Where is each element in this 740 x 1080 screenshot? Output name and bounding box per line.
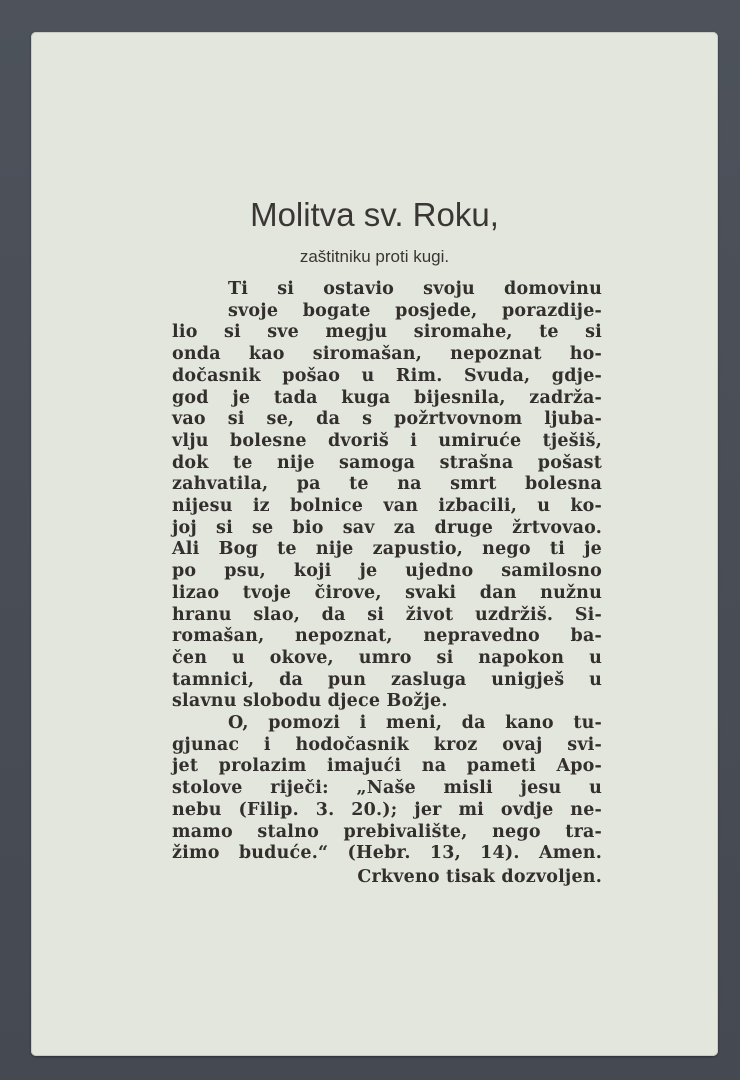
- prayer-line: zahvatila, pa te na smrt bolesna: [172, 474, 602, 495]
- prayer-line: joj si se bio sav za druge žrtvovao.: [172, 517, 602, 538]
- prayer-line: žimo buduće.“ (Hebr. 13, 14). Amen.: [172, 843, 602, 864]
- prayer-line: vlju bolesne dvoriš i umiruće tješiš,: [172, 430, 602, 451]
- prayer-line: romašan, nepoznat, nepravedno ba-: [172, 626, 602, 647]
- prayer-line: jet prolazim imajući na pameti Apo-: [172, 756, 602, 777]
- church-approval-note: Crkveno tisak dozvoljen.: [357, 866, 602, 887]
- prayer-body: [172, 279, 602, 889]
- prayer-line: tamnici, da pun zasluga unigješ u: [172, 669, 602, 690]
- prayer-line: slavnu slobodu djece Božje.: [172, 691, 448, 712]
- prayer-line: Ali Bog te nije zapustio, nego ti je: [172, 539, 602, 560]
- prayer-title: Molitva sv. Roku,: [250, 196, 499, 233]
- prayer-line: Ti si ostavio svoju domovinu: [228, 279, 602, 299]
- prayer-line: stolove riječi: „Naše misli jesu u: [172, 778, 602, 799]
- prayer-line: god je tada kuga bijesnila, zadrža-: [172, 387, 602, 408]
- prayer-line: vao si se, da s požrtvovnom ljuba-: [172, 409, 602, 430]
- prayer-line: nebu (Filip. 3. 20.); jer mi ovdje ne-: [172, 799, 602, 820]
- prayer-subtitle: zaštitniku proti kugi.: [299, 247, 450, 266]
- prayer-line: dočasnik pošao u Rim. Svuda, gdje-: [172, 365, 602, 386]
- prayer-line: hranu slao, da si život uzdržiš. Si-: [172, 604, 602, 625]
- prayer-line: svoje bogate posjede, porazdije-: [228, 300, 602, 321]
- prayer-line: lio si sve megju siromahe, te si: [172, 322, 602, 343]
- prayer-line: O, pomozi i meni, da kano tu-: [228, 713, 602, 734]
- prayer-line: nijesu iz bolnice van izbacili, u ko-: [172, 496, 602, 517]
- prayer-card: [31, 32, 718, 1056]
- prayer-line: gjunac i hodočasnik kroz ovaj svi-: [172, 734, 602, 755]
- prayer-line: dok te nije samoga strašna pošast: [172, 452, 602, 473]
- prayer-line: čen u okove, umro si napokon u: [172, 647, 602, 668]
- prayer-line: po psu, koji je ujedno samilosno: [172, 561, 602, 582]
- prayer-line: onda kao siromašan, nepoznat ho-: [172, 344, 602, 365]
- prayer-line: mamo stalno prebivalište, nego tra-: [172, 821, 602, 842]
- prayer-line: lizao tvoje čirove, svaki dan nužnu: [172, 582, 602, 603]
